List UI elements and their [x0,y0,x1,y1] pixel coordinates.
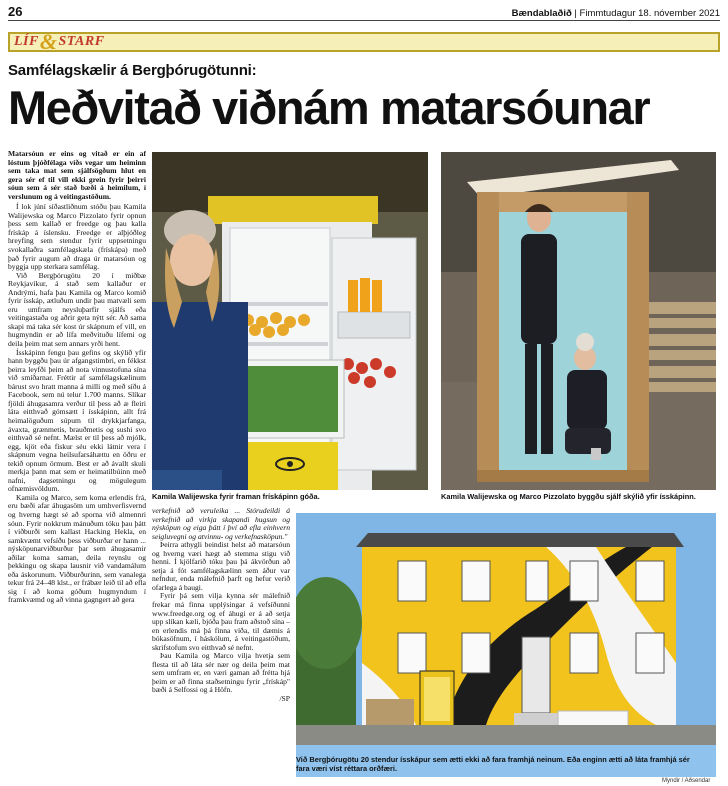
paragraph: verkefnið að veruleika ... Stórudeildi á verkefnið að virkja skapandi hugsun og nýsköpun og eiga þátt í því að efla einhvern seigluvegni og atvinnu- og verkefnasköpun." [152,507,290,541]
paragraph: Við Bergþórugötu 20 í miðbæ Reykjavíkur, á stað sem kallaður er Andrými, hafa þau Kamila og Marco komið fyrir ísskáp, ætluðum undir þau matvæli sem eru umfram neysluþarfir sjálfs eða veitingastaða og aðrir geta nýtt sér. Að sama skapi má taka sér kost úr skápnum ef vill, en hugmyndin er að lífa meðvituðu lífemi og deila þeim mat sem annars yrði hent. [8,270,146,349]
shelter-caption: Kamila Walijewska og Marco Pizzolato byggðu sjálf skýlið yfir ísskápinn. [441,492,696,501]
article-column-2 [152,507,290,782]
photo-house [296,513,716,777]
fridge-illustration [152,152,428,490]
section-logo [14,29,105,54]
paragraph: Fyrir þá sem vilja kynna sér málefnið frekar má finna upplýsingar á vefsíðunni www.freedge.org og ef áhugi er á að setja upp slíkan kæli, bjóða þau fram aðstoð sína – en erlendis má þá finna víða, til dæmis á bókasöfnum, í háskólum, á veitingastöðum, skrifstofum svo eitthvað sé nefnt. [152,591,290,652]
article-title: Meðvitað viðnám matarsóunar [8,81,650,134]
section-amp: & [39,29,58,54]
paragraph: Þeirra athygli beindist helst að matarsóun og hverng væri hægt að stemma stigu við henni. Í kjölfarið tóku þau þá ákvörðun að setja á fót samfélagskælinn sem áður var nefndur, enda málefnið þarft og hefur verið ofarlega á baugi. [152,540,290,592]
paragraph: Þau Kamila og Marco vilja hvetja sem flesta til að láta sér nær og deila þeim mat sem umfram er, en væri gaman að frétta hjá þeim er að finna staðsetningu fyrir „frískáp" bæði á Selfossi og á Höfn. [152,651,290,695]
fridge-caption: Kamila Walijewska fyrir framan frískápinn góða. [152,492,320,501]
house-caption: Við Bergþórugötu 20 stendur ísskápur sem ætti ekki að fara framhjá neinum. Eða enginn ætti að láta framhjá sér fara væri víst réttara orðfæri. [296,755,690,773]
article-signature: /SP [279,694,290,704]
section-band [8,29,720,54]
photo-shelter [441,152,716,490]
paragraph: Ísskápinn fengu þau gefins og skýlið yfir hann byggðu þau úr afgangstimbri, en fékkst þeirra leyfði þeim að nota vinnustofuna sína við smíðarnar. Fréttir af samfélagskælinum bárust svo hratt manna á milli og með síðu á Facebook, sem nú telur 1.700 manns. Slíkar fjöldi áhugasamra verður til þess að æ fleiri láta eitthvað gómsætt í ísskápinn, allt frá heimalöguðum súpum til drykkjarfanga, ávaxta, grænmetis, brauðmetis og sushi svo eitthvað sé nefnt. Mælst er til þess að mjólk, egg, kjöt eða fiskur séu ekki látnir vera í skápnum vegna heilsufarsáhættu en öðru er tekið opnum örmum. Best er að ávallt skuli merkja þann mat sem er heimatilbúinn með nafni, dagsetningu og mögulegum ofnæmisvöldum. [8,347,146,494]
article-column-1 [8,150,146,782]
header-rule [8,20,720,21]
photo-fridge [152,152,428,490]
shelter-illustration [441,152,716,490]
page-number: 26 [8,4,23,19]
paragraph: Kamila og Marco, sem koma erlendis frá, eru bæði afar áhugasöm um umhverfisvernd og hverng hægt sé að sporna við almennri sóun. Fyrir nokkrum mánuðum tóku þau þátt í viðburði sem kallast Hacking Hekla, en samkvæmt vefsíðu þess viðburðar er hann ... nýsköpunarviðburður þar sem áhugasamir aðilar koma saman, deila reynslu og þekkingu og skapa lausnir við vandamálum eða áskorunum. Viðburðurinn, sem vanalega tekur frá 24–48 klst., er frábær leið til að efla sig í að koma góðum hugmyndum í framkvæmd og að vinna gagngert að gera [8,492,146,605]
article-lead: Matarsóun er eins og vitað er ein af lóstum þjóðfélaga víðs vegar um heiminn sem taka mat sem sjálfsögðum hlut en gera sér ef til vill ekki grein fyrir þeirri sóun sem á sér stað bæði á heimilum, í verslunum og á veitingastöðum. [8,150,146,201]
article-kicker: Samfélagskælir á Bergþórugötunni: [8,62,257,79]
paragraph: Í lok júní síðastliðnum stóðu þau Kamila Walijewska og Marco Pizzolato fyrir opnun þess sem kallað er freedge og þau kalla frískáp á íslensku. Freedge er alþjóðleg hreyfing sem stendur fyrir uppsetningu svokallaðra samfélagskæla (frískápa) með það fyrir augum að draga úr matarsóun og byggja upp sterkara samfélag. [8,202,146,272]
section-name-right: STARF [58,34,105,49]
page-header [8,4,720,20]
photo-credit: Myndir / Aðsendar [662,778,711,784]
house-illustration [296,513,716,745]
paper-dateline: Bændablaðið | Fimmtudagur 18. nóvember 2021 [511,8,720,19]
paper-name: Bændablaðið [511,8,572,19]
section-name-left: LÍF [14,34,39,49]
issue-date: Fimmtudagur 18. nóvember 2021 [579,8,720,19]
